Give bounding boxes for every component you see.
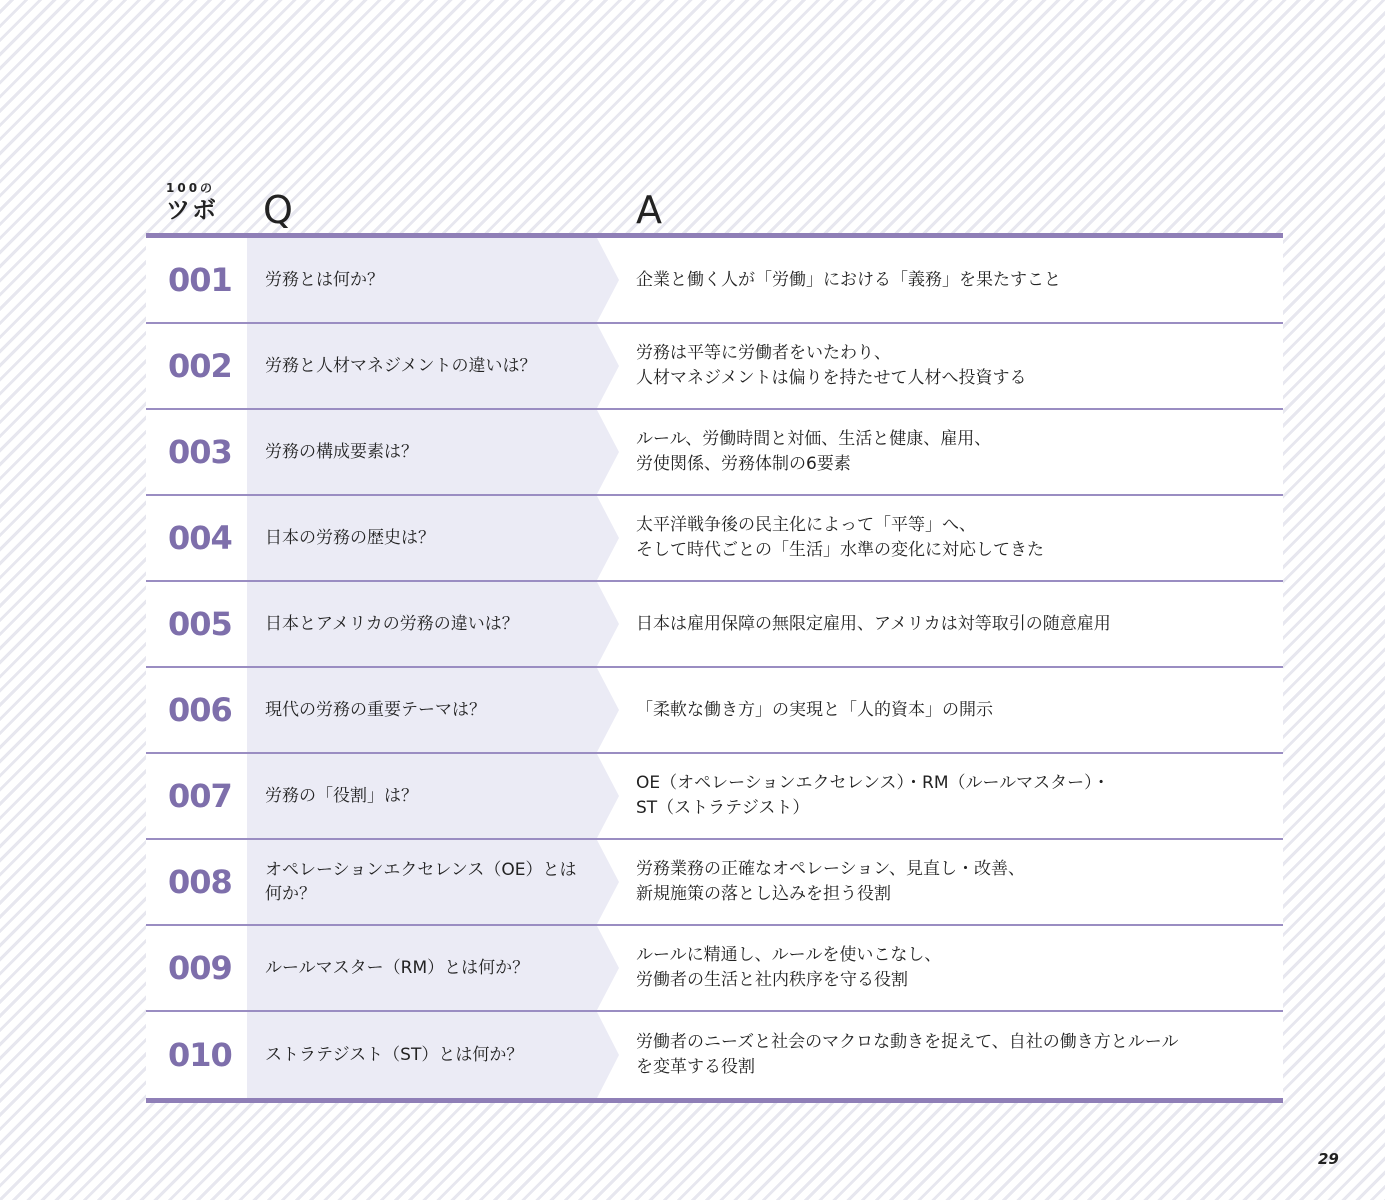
table-row <box>146 496 1283 582</box>
question-text: 日本とアメリカの労務の違いは？ <box>265 614 519 634</box>
table-bottom-rule <box>146 1098 1283 1103</box>
question-arrow <box>597 926 619 1010</box>
question-text: 労務とは何か？ <box>265 270 384 290</box>
table-row <box>146 1012 1283 1098</box>
question-text: 現代の労務の重要テーマは？ <box>265 700 486 720</box>
row-number: 010 <box>168 1036 232 1074</box>
answer-text: ルールに精通し、ルールを使いこなし、 労働者の生活と社内秩序を守る役割 <box>636 945 942 990</box>
table-row <box>146 840 1283 926</box>
row-number: 008 <box>168 863 232 901</box>
answer-text: ルール、労働時間と対価、生活と健康、雇用、 労使関係、労務体制の6要素 <box>636 429 992 474</box>
table-row <box>146 238 1283 324</box>
question-arrow <box>597 668 619 752</box>
answer-column-header: A <box>636 188 662 232</box>
table-row <box>146 582 1283 668</box>
question-arrow <box>597 238 619 322</box>
row-number: 009 <box>168 949 232 987</box>
table-row <box>146 668 1283 754</box>
answer-text: 労務業務の正確なオペレーション、見直し・改善、 新規施策の落とし込みを担う役割 <box>636 859 1025 904</box>
question-arrow <box>597 582 619 666</box>
table-row <box>146 410 1283 496</box>
answer-text: OE（オペレーションエクセレンス）・RM（ルールマスター）・ ST（ストラテジスト） <box>636 773 1110 818</box>
row-number: 002 <box>168 347 232 385</box>
question-text: ストラテジスト（ST）とは何か？ <box>265 1045 524 1065</box>
answer-text: 太平洋戦争後の民主化によって「平等」へ、 そして時代ごとの「生活」水準の変化に対応してきた <box>636 515 1044 560</box>
logo-bottom-text: ツボ <box>166 196 218 224</box>
question-text: オペレーションエクセレンス（OE）とは何か？ <box>265 860 577 904</box>
row-number: 007 <box>168 777 232 815</box>
question-text: 労務の構成要素は？ <box>265 442 418 462</box>
question-arrow <box>597 1012 619 1098</box>
table-row <box>146 754 1283 840</box>
question-arrow <box>597 840 619 924</box>
qa-table <box>146 233 1283 1103</box>
table-row <box>146 926 1283 1012</box>
page-number: 29 <box>1318 1150 1339 1168</box>
answer-text: 日本は雇用保障の無限定雇用、アメリカは対等取引の随意雇用 <box>636 613 1111 634</box>
row-number: 003 <box>168 433 232 471</box>
question-arrow <box>597 754 619 838</box>
row-number: 005 <box>168 605 232 643</box>
answer-text: 「柔軟な働き方」の実現と「人的資本」の開示 <box>636 699 993 720</box>
logo-100-no-tsubo <box>166 181 236 225</box>
answer-text: 労務は平等に労働者をいたわり、 人材マネジメントは偏りを持たせて人材へ投資する <box>636 343 1027 388</box>
question-text: 日本の労務の歴史は？ <box>265 528 435 548</box>
question-arrow <box>597 324 619 408</box>
answer-text: 企業と働く人が「労働」における「義務」を果たすこと <box>636 269 1061 290</box>
answer-text: 労働者のニーズと社会のマクロな動きを捉えて、自社の働き方とルール を変革する役割 <box>636 1032 1179 1077</box>
question-arrow <box>597 496 619 580</box>
question-arrow <box>597 410 619 494</box>
question-column-header: Q <box>263 188 293 232</box>
table-row <box>146 324 1283 410</box>
row-number: 006 <box>168 691 232 729</box>
question-text: 労務と人材マネジメントの違いは？ <box>265 356 537 376</box>
question-text: 労務の「役割」は？ <box>265 786 418 806</box>
question-text: ルールマスター（RM）とは何か？ <box>265 958 530 978</box>
row-number: 004 <box>168 519 232 557</box>
logo-top-text: 100の <box>166 181 216 195</box>
row-number: 001 <box>168 261 232 299</box>
